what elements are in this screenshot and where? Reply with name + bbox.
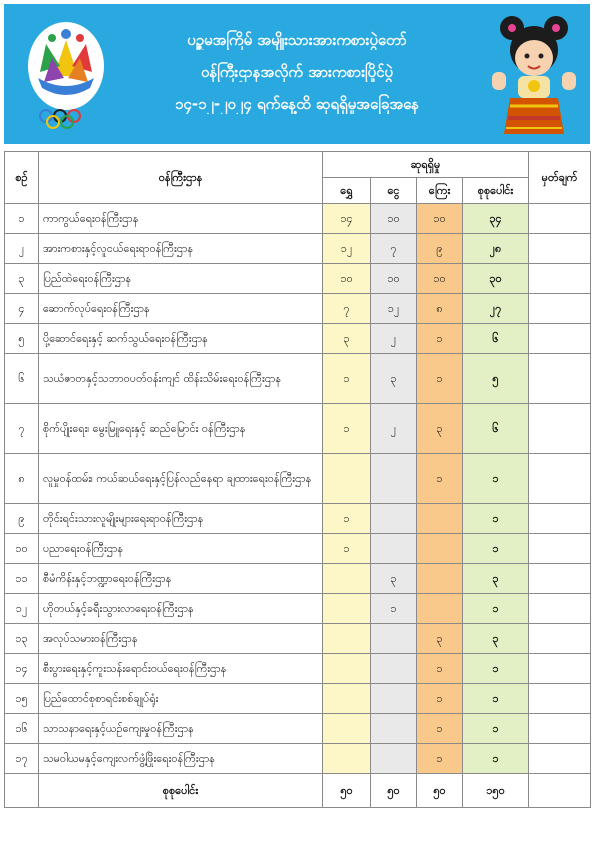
total-label: စုစုပေါင်း <box>39 774 323 808</box>
row-no: ၁၄ <box>5 654 39 684</box>
row-remark <box>529 714 591 744</box>
table-row <box>5 204 591 234</box>
row-gold <box>323 714 371 744</box>
table-row <box>5 324 591 354</box>
table-row <box>5 624 591 654</box>
row-ministry: စီးပွားရေးနှင့်ကူးသန်းရောင်းဝယ်ရေးဝန်ကြီးဌာန <box>39 654 323 684</box>
row-total: ၃ <box>463 624 529 654</box>
row-no: ၅ <box>5 324 39 354</box>
row-gold: ၁၂ <box>323 234 371 264</box>
table-row <box>5 404 591 454</box>
row-silver: ၁၀ <box>371 264 417 294</box>
total-row <box>5 774 591 808</box>
row-no: ၁၅ <box>5 684 39 714</box>
total-remark <box>529 774 591 808</box>
row-gold: ၁ <box>323 404 371 454</box>
table-row <box>5 594 591 624</box>
row-ministry: စိုက်ပျိုးရေး၊ မွေးမြူရေးနှင့် ဆည်မြောင်း ဝန်ကြီးဌာန <box>39 404 323 454</box>
row-silver <box>371 714 417 744</box>
col-no-header: စဉ် <box>5 152 39 204</box>
table-row <box>5 504 591 534</box>
row-gold <box>323 654 371 684</box>
row-bronze: ၁ <box>417 324 463 354</box>
mascot-image <box>482 10 586 142</box>
row-bronze: ၁၀ <box>417 264 463 294</box>
row-gold <box>323 624 371 654</box>
row-remark <box>529 324 591 354</box>
table-row <box>5 234 591 264</box>
row-gold: ၇ <box>323 294 371 324</box>
table-row <box>5 714 591 744</box>
row-remark <box>529 654 591 684</box>
row-total: ၆ <box>463 324 529 354</box>
row-silver: ၃ <box>371 354 417 404</box>
row-silver: ၁၀ <box>371 204 417 234</box>
row-gold: ၁ <box>323 354 371 404</box>
col-ministry-header: ဝန်ကြီးဌာန <box>39 152 323 204</box>
row-silver <box>371 504 417 534</box>
row-gold <box>323 594 371 624</box>
row-ministry: ပညာရေးဝန်ကြီးဌာန <box>39 534 323 564</box>
table-row <box>5 264 591 294</box>
table-row <box>5 294 591 324</box>
row-bronze <box>417 594 463 624</box>
row-gold: ၁ <box>323 534 371 564</box>
row-bronze <box>417 534 463 564</box>
row-bronze: ၁ <box>417 744 463 774</box>
row-bronze: ၃ <box>417 404 463 454</box>
table-row <box>5 564 591 594</box>
row-remark <box>529 234 591 264</box>
row-remark <box>529 454 591 504</box>
row-bronze <box>417 504 463 534</box>
row-total: ၁ <box>463 504 529 534</box>
row-total: ၁ <box>463 594 529 624</box>
row-remark <box>529 204 591 234</box>
row-gold <box>323 564 371 594</box>
row-gold: ၁ <box>323 504 371 534</box>
row-silver <box>371 684 417 714</box>
row-silver <box>371 744 417 774</box>
col-medals-header: ဆုရရှိမှု <box>323 152 529 178</box>
row-ministry: ပြည်ထောင်စုစာရင်းစစ်ချုပ်ရုံး <box>39 684 323 714</box>
row-total: ၁ <box>463 454 529 504</box>
row-no: ၁၂ <box>5 594 39 624</box>
row-bronze: ၃ <box>417 624 463 654</box>
row-ministry: စီမံကိန်းနှင့်ဘဏ္ဍာရေးဝန်ကြီးဌာန <box>39 564 323 594</box>
row-total: ၁ <box>463 684 529 714</box>
row-silver <box>371 534 417 564</box>
row-total: ၁ <box>463 714 529 744</box>
row-total: ၃၄ <box>463 204 529 234</box>
row-no: ၉ <box>5 504 39 534</box>
row-bronze <box>417 564 463 594</box>
row-gold: ၃ <box>323 324 371 354</box>
row-no: ၁၀ <box>5 534 39 564</box>
row-ministry: ပို့ဆောင်ရေးနှင့် ဆက်သွယ်ရေးဝန်ကြီးဌာန <box>39 324 323 354</box>
row-silver: ၁၂ <box>371 294 417 324</box>
row-silver: ၂ <box>371 324 417 354</box>
table-row <box>5 454 591 504</box>
row-silver <box>371 454 417 504</box>
row-silver: ၁ <box>371 594 417 624</box>
row-total: ၃၀ <box>463 264 529 294</box>
row-remark <box>529 534 591 564</box>
total-row-blank <box>5 774 39 808</box>
table-row <box>5 684 591 714</box>
medal-table <box>4 151 591 808</box>
row-remark <box>529 294 591 324</box>
table-row <box>5 534 591 564</box>
row-total: ၁ <box>463 744 529 774</box>
row-remark <box>529 354 591 404</box>
row-no: ၃ <box>5 264 39 294</box>
col-silver-header: ငွေ <box>371 178 417 204</box>
row-silver: ၃ <box>371 564 417 594</box>
row-ministry: တိုင်းရင်းသားလူမျိုးများရေးရာဝန်ကြီးဌာန <box>39 504 323 534</box>
row-ministry: အားကစားနှင့်လူငယ်ရေးရာဝန်ကြီးဌာန <box>39 234 323 264</box>
header-banner <box>4 4 590 144</box>
col-gold-header: ရွှေ <box>323 178 371 204</box>
row-bronze: ၁ <box>417 714 463 744</box>
title-line-2: ဝန်ကြီးဌာနအလိုက် အားကစားပြိုင်ပွဲ <box>201 63 393 81</box>
row-bronze: ၁ <box>417 454 463 504</box>
col-bronze-header: ကြေး <box>417 178 463 204</box>
row-remark <box>529 264 591 294</box>
row-ministry: ပြည်ထဲရေးဝန်ကြီးဌာန <box>39 264 323 294</box>
total-silver: ၅၀ <box>371 774 417 808</box>
total-bronze: ၅၀ <box>417 774 463 808</box>
table-row <box>5 744 591 774</box>
row-silver <box>371 654 417 684</box>
table-row <box>5 654 591 684</box>
row-bronze: ၉ <box>417 234 463 264</box>
row-no: ၁ <box>5 204 39 234</box>
row-no: ၁၇ <box>5 744 39 774</box>
row-remark <box>529 684 591 714</box>
row-no: ၇ <box>5 404 39 454</box>
row-no: ၂ <box>5 234 39 264</box>
row-total: ၆ <box>463 404 529 454</box>
row-remark <box>529 624 591 654</box>
row-gold <box>323 454 371 504</box>
row-bronze: ၁ <box>417 654 463 684</box>
total-gold: ၅၀ <box>323 774 371 808</box>
row-ministry: သာသနာရေးနှင့်ယဉ်ကျေးမှုဝန်ကြီးဌာန <box>39 714 323 744</box>
row-total: ၃ <box>463 564 529 594</box>
row-total: ၁ <box>463 654 529 684</box>
row-bronze: ၁၀ <box>417 204 463 234</box>
row-total: ၁ <box>463 534 529 564</box>
row-ministry: ဆောက်လုပ်ရေးဝန်ကြီးဌာန <box>39 294 323 324</box>
title-line-3: ၁၄-၁၂-၂၀၂၄ ရက်နေ့ထိ ဆုရရှိမှုအခြေအနေ <box>174 95 420 113</box>
row-bronze: ၁ <box>417 354 463 404</box>
row-gold: ၁၄ <box>323 204 371 234</box>
row-remark <box>529 564 591 594</box>
row-no: ၁၆ <box>5 714 39 744</box>
row-bronze: ၁ <box>417 684 463 714</box>
row-silver: ၇ <box>371 234 417 264</box>
row-remark <box>529 504 591 534</box>
title-line-1: ပဉ္စမအကြိမ် အမျိုးသားအားကစားပွဲတော် <box>187 31 407 49</box>
row-no: ၆ <box>5 354 39 404</box>
col-total-header: စုစုပေါင်း <box>463 178 529 204</box>
row-ministry: သယံဇာတနှင့်သဘာဝပတ်ဝန်းကျင် ထိန်းသိမ်းရေးဝန်ကြီးဌာန <box>39 354 323 404</box>
table-header-row <box>5 152 591 178</box>
row-no: ၁၃ <box>5 624 39 654</box>
row-no: ၄ <box>5 294 39 324</box>
row-bronze: ၈ <box>417 294 463 324</box>
row-gold <box>323 684 371 714</box>
row-remark <box>529 744 591 774</box>
row-ministry: လူမှုဝန်ထမ်း၊ ကယ်ဆယ်ရေးနှင့်ပြန်လည်နေရာ ချထားရေးဝန်ကြီးဌာန <box>39 454 323 504</box>
total-total: ၁၅၀ <box>463 774 529 808</box>
table-row <box>5 354 591 404</box>
festival-logo <box>24 18 108 132</box>
row-remark <box>529 404 591 454</box>
col-remark-header: မှတ်ချက် <box>529 152 591 204</box>
row-gold: ၁၀ <box>323 264 371 294</box>
row-silver <box>371 624 417 654</box>
row-total: ၅ <box>463 354 529 404</box>
row-ministry: သမဝါယမနှင့်ကျေးလက်ဖွံ့ဖြိုးရေးဝန်ကြီးဌာန <box>39 744 323 774</box>
row-total: ၂၇ <box>463 294 529 324</box>
row-ministry: ကာကွယ်ရေးဝန်ကြီးဌာန <box>39 204 323 234</box>
row-ministry: ဟိုတယ်နှင့်ခရီးသွားလာရေးဝန်ကြီးဌာန <box>39 594 323 624</box>
row-ministry: အလုပ်သမားဝန်ကြီးဌာန <box>39 624 323 654</box>
row-remark <box>529 594 591 624</box>
row-silver: ၂ <box>371 404 417 454</box>
row-gold <box>323 744 371 774</box>
row-total: ၂၈ <box>463 234 529 264</box>
row-no: ၈ <box>5 454 39 504</box>
row-no: ၁၁ <box>5 564 39 594</box>
